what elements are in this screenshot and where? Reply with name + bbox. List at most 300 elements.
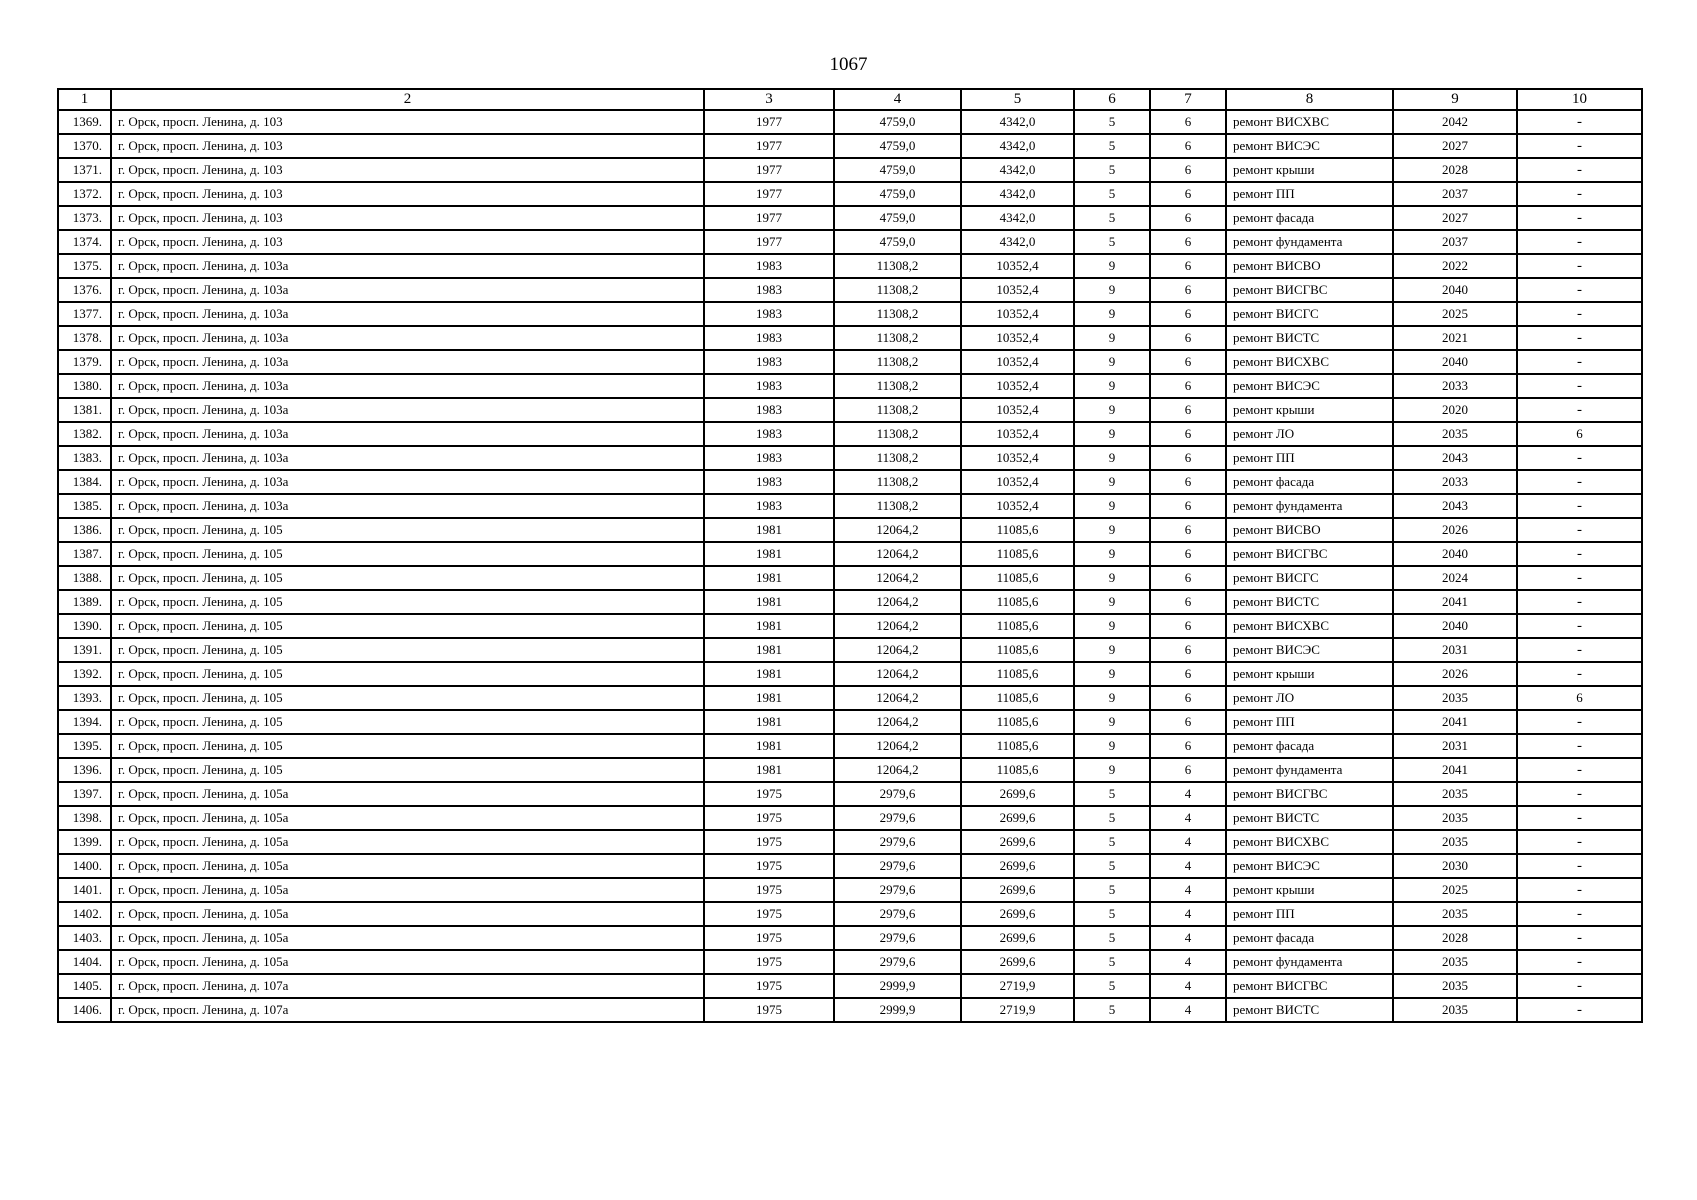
column-7-value-cell: 4 xyxy=(1150,830,1226,854)
table-body xyxy=(58,110,1642,1022)
table-row xyxy=(58,710,1642,734)
repair-type-cell: ремонт ВИСХВС xyxy=(1226,350,1393,374)
living-area-cell: 4342,0 xyxy=(961,134,1074,158)
total-area-cell: 2999,9 xyxy=(834,998,961,1022)
living-area-cell: 10352,4 xyxy=(961,446,1074,470)
row-number-cell: 1404. xyxy=(58,950,111,974)
floors-cell: 9 xyxy=(1074,710,1150,734)
row-number-cell: 1387. xyxy=(58,542,111,566)
planned-year-cell: 2035 xyxy=(1393,830,1517,854)
row-number-cell: 1373. xyxy=(58,206,111,230)
column-10-value-cell: - xyxy=(1517,134,1642,158)
column-10-value-cell: - xyxy=(1517,350,1642,374)
total-area-cell: 12064,2 xyxy=(834,590,961,614)
row-number-cell: 1402. xyxy=(58,902,111,926)
planned-year-cell: 2040 xyxy=(1393,614,1517,638)
year-built-cell: 1975 xyxy=(704,830,834,854)
column-7-value-cell: 6 xyxy=(1150,662,1226,686)
header-row xyxy=(58,89,1642,110)
table-row xyxy=(58,926,1642,950)
year-built-cell: 1977 xyxy=(704,230,834,254)
living-area-cell: 2699,6 xyxy=(961,782,1074,806)
column-10-value-cell: - xyxy=(1517,230,1642,254)
table-row xyxy=(58,806,1642,830)
planned-year-cell: 2028 xyxy=(1393,158,1517,182)
column-header-1: 1 xyxy=(58,89,111,110)
year-built-cell: 1983 xyxy=(704,350,834,374)
living-area-cell: 2719,9 xyxy=(961,974,1074,998)
floors-cell: 9 xyxy=(1074,758,1150,782)
column-7-value-cell: 6 xyxy=(1150,542,1226,566)
row-number-cell: 1385. xyxy=(58,494,111,518)
table-row xyxy=(58,422,1642,446)
repair-type-cell: ремонт ВИСЭС xyxy=(1226,134,1393,158)
repair-type-cell: ремонт ВИСЭС xyxy=(1226,638,1393,662)
year-built-cell: 1975 xyxy=(704,806,834,830)
column-7-value-cell: 6 xyxy=(1150,686,1226,710)
address-cell: г. Орск, просп. Ленина, д. 105а xyxy=(111,950,704,974)
table-row xyxy=(58,494,1642,518)
planned-year-cell: 2042 xyxy=(1393,110,1517,134)
column-10-value-cell: - xyxy=(1517,590,1642,614)
floors-cell: 5 xyxy=(1074,926,1150,950)
living-area-cell: 10352,4 xyxy=(961,254,1074,278)
column-10-value-cell: - xyxy=(1517,398,1642,422)
planned-year-cell: 2035 xyxy=(1393,782,1517,806)
column-7-value-cell: 6 xyxy=(1150,446,1226,470)
total-area-cell: 11308,2 xyxy=(834,350,961,374)
repair-type-cell: ремонт ПП xyxy=(1226,182,1393,206)
column-header-9: 9 xyxy=(1393,89,1517,110)
planned-year-cell: 2037 xyxy=(1393,182,1517,206)
table-row xyxy=(58,974,1642,998)
column-7-value-cell: 4 xyxy=(1150,998,1226,1022)
column-10-value-cell: - xyxy=(1517,878,1642,902)
column-7-value-cell: 6 xyxy=(1150,350,1226,374)
column-7-value-cell: 6 xyxy=(1150,590,1226,614)
column-10-value-cell: - xyxy=(1517,638,1642,662)
address-cell: г. Орск, просп. Ленина, д. 105 xyxy=(111,662,704,686)
planned-year-cell: 2027 xyxy=(1393,134,1517,158)
floors-cell: 5 xyxy=(1074,806,1150,830)
living-area-cell: 11085,6 xyxy=(961,686,1074,710)
living-area-cell: 11085,6 xyxy=(961,638,1074,662)
year-built-cell: 1981 xyxy=(704,662,834,686)
planned-year-cell: 2031 xyxy=(1393,734,1517,758)
row-number-cell: 1370. xyxy=(58,134,111,158)
row-number-cell: 1405. xyxy=(58,974,111,998)
column-7-value-cell: 6 xyxy=(1150,566,1226,590)
address-cell: г. Орск, просп. Ленина, д. 103а xyxy=(111,470,704,494)
column-7-value-cell: 6 xyxy=(1150,158,1226,182)
table-row xyxy=(58,878,1642,902)
repair-type-cell: ремонт крыши xyxy=(1226,158,1393,182)
column-10-value-cell: - xyxy=(1517,470,1642,494)
year-built-cell: 1977 xyxy=(704,110,834,134)
row-number-cell: 1403. xyxy=(58,926,111,950)
table-row xyxy=(58,590,1642,614)
total-area-cell: 2979,6 xyxy=(834,950,961,974)
year-built-cell: 1983 xyxy=(704,326,834,350)
year-built-cell: 1975 xyxy=(704,926,834,950)
table-row xyxy=(58,182,1642,206)
year-built-cell: 1983 xyxy=(704,470,834,494)
address-cell: г. Орск, просп. Ленина, д. 103а xyxy=(111,446,704,470)
planned-year-cell: 2035 xyxy=(1393,686,1517,710)
column-7-value-cell: 4 xyxy=(1150,926,1226,950)
row-number-cell: 1375. xyxy=(58,254,111,278)
column-7-value-cell: 4 xyxy=(1150,950,1226,974)
column-10-value-cell: - xyxy=(1517,782,1642,806)
floors-cell: 9 xyxy=(1074,494,1150,518)
floors-cell: 5 xyxy=(1074,830,1150,854)
repair-type-cell: ремонт фасада xyxy=(1226,926,1393,950)
year-built-cell: 1981 xyxy=(704,518,834,542)
floors-cell: 9 xyxy=(1074,734,1150,758)
living-area-cell: 4342,0 xyxy=(961,110,1074,134)
address-cell: г. Орск, просп. Ленина, д. 105а xyxy=(111,806,704,830)
column-7-value-cell: 6 xyxy=(1150,638,1226,662)
address-cell: г. Орск, просп. Ленина, д. 105 xyxy=(111,614,704,638)
column-7-value-cell: 4 xyxy=(1150,902,1226,926)
floors-cell: 9 xyxy=(1074,638,1150,662)
floors-cell: 9 xyxy=(1074,566,1150,590)
planned-year-cell: 2035 xyxy=(1393,998,1517,1022)
column-7-value-cell: 6 xyxy=(1150,758,1226,782)
repair-type-cell: ремонт ВИСВО xyxy=(1226,254,1393,278)
column-10-value-cell: - xyxy=(1517,950,1642,974)
column-10-value-cell: - xyxy=(1517,518,1642,542)
year-built-cell: 1983 xyxy=(704,422,834,446)
living-area-cell: 11085,6 xyxy=(961,662,1074,686)
row-number-cell: 1388. xyxy=(58,566,111,590)
floors-cell: 5 xyxy=(1074,902,1150,926)
table-row xyxy=(58,230,1642,254)
total-area-cell: 12064,2 xyxy=(834,758,961,782)
column-10-value-cell: - xyxy=(1517,734,1642,758)
row-number-cell: 1383. xyxy=(58,446,111,470)
address-cell: г. Орск, просп. Ленина, д. 103 xyxy=(111,230,704,254)
year-built-cell: 1981 xyxy=(704,710,834,734)
total-area-cell: 4759,0 xyxy=(834,230,961,254)
repair-type-cell: ремонт фасада xyxy=(1226,470,1393,494)
table-row xyxy=(58,278,1642,302)
floors-cell: 9 xyxy=(1074,398,1150,422)
address-cell: г. Орск, просп. Ленина, д. 103а xyxy=(111,302,704,326)
floors-cell: 5 xyxy=(1074,878,1150,902)
column-10-value-cell: - xyxy=(1517,830,1642,854)
row-number-cell: 1394. xyxy=(58,710,111,734)
year-built-cell: 1977 xyxy=(704,182,834,206)
floors-cell: 5 xyxy=(1074,134,1150,158)
total-area-cell: 2979,6 xyxy=(834,782,961,806)
planned-year-cell: 2035 xyxy=(1393,950,1517,974)
address-cell: г. Орск, просп. Ленина, д. 103а xyxy=(111,398,704,422)
living-area-cell: 10352,4 xyxy=(961,278,1074,302)
address-cell: г. Орск, просп. Ленина, д. 105 xyxy=(111,542,704,566)
table-row xyxy=(58,206,1642,230)
total-area-cell: 11308,2 xyxy=(834,398,961,422)
row-number-cell: 1390. xyxy=(58,614,111,638)
column-7-value-cell: 6 xyxy=(1150,326,1226,350)
repair-type-cell: ремонт ВИСТС xyxy=(1226,998,1393,1022)
column-10-value-cell: - xyxy=(1517,566,1642,590)
address-cell: г. Орск, просп. Ленина, д. 103а xyxy=(111,254,704,278)
column-10-value-cell: - xyxy=(1517,302,1642,326)
living-area-cell: 4342,0 xyxy=(961,182,1074,206)
column-10-value-cell: - xyxy=(1517,614,1642,638)
column-10-value-cell: - xyxy=(1517,206,1642,230)
floors-cell: 9 xyxy=(1074,614,1150,638)
total-area-cell: 11308,2 xyxy=(834,326,961,350)
year-built-cell: 1975 xyxy=(704,950,834,974)
repair-type-cell: ремонт фасада xyxy=(1226,206,1393,230)
repair-type-cell: ремонт фасада xyxy=(1226,734,1393,758)
address-cell: г. Орск, просп. Ленина, д. 105 xyxy=(111,566,704,590)
page-number: 1067 xyxy=(829,54,868,75)
planned-year-cell: 2041 xyxy=(1393,590,1517,614)
address-cell: г. Орск, просп. Ленина, д. 105 xyxy=(111,518,704,542)
repair-type-cell: ремонт ВИСЭС xyxy=(1226,854,1393,878)
column-10-value-cell: - xyxy=(1517,446,1642,470)
row-number-cell: 1399. xyxy=(58,830,111,854)
column-header-8: 8 xyxy=(1226,89,1393,110)
year-built-cell: 1983 xyxy=(704,302,834,326)
repair-type-cell: ремонт ПП xyxy=(1226,446,1393,470)
column-10-value-cell: - xyxy=(1517,662,1642,686)
total-area-cell: 2979,6 xyxy=(834,854,961,878)
planned-year-cell: 2031 xyxy=(1393,638,1517,662)
total-area-cell: 2979,6 xyxy=(834,830,961,854)
living-area-cell: 4342,0 xyxy=(961,230,1074,254)
table-row xyxy=(58,614,1642,638)
total-area-cell: 12064,2 xyxy=(834,638,961,662)
address-cell: г. Орск, просп. Ленина, д. 105а xyxy=(111,902,704,926)
table-row xyxy=(58,398,1642,422)
living-area-cell: 11085,6 xyxy=(961,542,1074,566)
planned-year-cell: 2040 xyxy=(1393,278,1517,302)
living-area-cell: 10352,4 xyxy=(961,398,1074,422)
table-row xyxy=(58,158,1642,182)
total-area-cell: 11308,2 xyxy=(834,446,961,470)
row-number-cell: 1386. xyxy=(58,518,111,542)
year-built-cell: 1983 xyxy=(704,494,834,518)
table-row xyxy=(58,998,1642,1022)
planned-year-cell: 2025 xyxy=(1393,878,1517,902)
planned-year-cell: 2041 xyxy=(1393,758,1517,782)
floors-cell: 5 xyxy=(1074,782,1150,806)
living-area-cell: 4342,0 xyxy=(961,158,1074,182)
year-built-cell: 1975 xyxy=(704,782,834,806)
floors-cell: 9 xyxy=(1074,542,1150,566)
planned-year-cell: 2022 xyxy=(1393,254,1517,278)
row-number-cell: 1395. xyxy=(58,734,111,758)
living-area-cell: 11085,6 xyxy=(961,590,1074,614)
planned-year-cell: 2043 xyxy=(1393,446,1517,470)
living-area-cell: 2699,6 xyxy=(961,830,1074,854)
floors-cell: 9 xyxy=(1074,326,1150,350)
living-area-cell: 11085,6 xyxy=(961,518,1074,542)
repair-type-cell: ремонт ВИСХВС xyxy=(1226,830,1393,854)
living-area-cell: 2699,6 xyxy=(961,950,1074,974)
table-row xyxy=(58,830,1642,854)
row-number-cell: 1384. xyxy=(58,470,111,494)
repair-type-cell: ремонт фундамента xyxy=(1226,230,1393,254)
floors-cell: 5 xyxy=(1074,854,1150,878)
repair-type-cell: ремонт ВИСГВС xyxy=(1226,782,1393,806)
repair-type-cell: ремонт ВИСТС xyxy=(1226,806,1393,830)
repair-type-cell: ремонт крыши xyxy=(1226,662,1393,686)
repair-type-cell: ремонт ВИСЭС xyxy=(1226,374,1393,398)
address-cell: г. Орск, просп. Ленина, д. 103 xyxy=(111,110,704,134)
column-10-value-cell: - xyxy=(1517,494,1642,518)
column-10-value-cell: - xyxy=(1517,374,1642,398)
year-built-cell: 1975 xyxy=(704,974,834,998)
planned-year-cell: 2028 xyxy=(1393,926,1517,950)
address-cell: г. Орск, просп. Ленина, д. 105 xyxy=(111,734,704,758)
table-row xyxy=(58,254,1642,278)
living-area-cell: 10352,4 xyxy=(961,302,1074,326)
planned-year-cell: 2030 xyxy=(1393,854,1517,878)
repair-type-cell: ремонт ЛО xyxy=(1226,422,1393,446)
living-area-cell: 2719,9 xyxy=(961,998,1074,1022)
floors-cell: 9 xyxy=(1074,278,1150,302)
table-row xyxy=(58,782,1642,806)
column-10-value-cell: 6 xyxy=(1517,686,1642,710)
planned-year-cell: 2020 xyxy=(1393,398,1517,422)
living-area-cell: 2699,6 xyxy=(961,878,1074,902)
address-cell: г. Орск, просп. Ленина, д. 103а xyxy=(111,350,704,374)
address-cell: г. Орск, просп. Ленина, д. 103а xyxy=(111,278,704,302)
floors-cell: 5 xyxy=(1074,998,1150,1022)
row-number-cell: 1398. xyxy=(58,806,111,830)
repair-type-cell: ремонт ЛО xyxy=(1226,686,1393,710)
column-10-value-cell: - xyxy=(1517,926,1642,950)
total-area-cell: 2999,9 xyxy=(834,974,961,998)
total-area-cell: 2979,6 xyxy=(834,878,961,902)
row-number-cell: 1377. xyxy=(58,302,111,326)
address-cell: г. Орск, просп. Ленина, д. 105а xyxy=(111,854,704,878)
planned-year-cell: 2043 xyxy=(1393,494,1517,518)
address-cell: г. Орск, просп. Ленина, д. 105а xyxy=(111,782,704,806)
total-area-cell: 2979,6 xyxy=(834,926,961,950)
column-7-value-cell: 4 xyxy=(1150,854,1226,878)
living-area-cell: 11085,6 xyxy=(961,758,1074,782)
repair-type-cell: ремонт крыши xyxy=(1226,398,1393,422)
column-header-7: 7 xyxy=(1150,89,1226,110)
table-row xyxy=(58,686,1642,710)
column-header-5: 5 xyxy=(961,89,1074,110)
floors-cell: 5 xyxy=(1074,206,1150,230)
row-number-cell: 1369. xyxy=(58,110,111,134)
address-cell: г. Орск, просп. Ленина, д. 103а xyxy=(111,326,704,350)
table-row xyxy=(58,566,1642,590)
repair-type-cell: ремонт ВИСГС xyxy=(1226,302,1393,326)
planned-year-cell: 2026 xyxy=(1393,518,1517,542)
living-area-cell: 2699,6 xyxy=(961,902,1074,926)
column-7-value-cell: 6 xyxy=(1150,278,1226,302)
repair-type-cell: ремонт ВИСГС xyxy=(1226,566,1393,590)
address-cell: г. Орск, просп. Ленина, д. 105 xyxy=(111,590,704,614)
repair-type-cell: ремонт фундамента xyxy=(1226,758,1393,782)
year-built-cell: 1981 xyxy=(704,566,834,590)
row-number-cell: 1381. xyxy=(58,398,111,422)
column-10-value-cell: - xyxy=(1517,254,1642,278)
repair-type-cell: ремонт ПП xyxy=(1226,710,1393,734)
row-number-cell: 1389. xyxy=(58,590,111,614)
year-built-cell: 1983 xyxy=(704,254,834,278)
planned-year-cell: 2021 xyxy=(1393,326,1517,350)
floors-cell: 9 xyxy=(1074,470,1150,494)
table-row xyxy=(58,902,1642,926)
year-built-cell: 1983 xyxy=(704,398,834,422)
floors-cell: 9 xyxy=(1074,518,1150,542)
living-area-cell: 10352,4 xyxy=(961,494,1074,518)
column-10-value-cell: 6 xyxy=(1517,422,1642,446)
column-7-value-cell: 4 xyxy=(1150,806,1226,830)
repair-type-cell: ремонт ВИСХВС xyxy=(1226,614,1393,638)
column-10-value-cell: - xyxy=(1517,902,1642,926)
repair-type-cell: ремонт ПП xyxy=(1226,902,1393,926)
planned-year-cell: 2035 xyxy=(1393,974,1517,998)
column-7-value-cell: 6 xyxy=(1150,734,1226,758)
year-built-cell: 1981 xyxy=(704,734,834,758)
floors-cell: 5 xyxy=(1074,182,1150,206)
row-number-cell: 1380. xyxy=(58,374,111,398)
planned-year-cell: 2040 xyxy=(1393,542,1517,566)
year-built-cell: 1977 xyxy=(704,206,834,230)
table-row xyxy=(58,110,1642,134)
total-area-cell: 11308,2 xyxy=(834,470,961,494)
row-number-cell: 1406. xyxy=(58,998,111,1022)
total-area-cell: 2979,6 xyxy=(834,902,961,926)
repair-type-cell: ремонт крыши xyxy=(1226,878,1393,902)
column-7-value-cell: 6 xyxy=(1150,398,1226,422)
total-area-cell: 12064,2 xyxy=(834,686,961,710)
address-cell: г. Орск, просп. Ленина, д. 103а xyxy=(111,374,704,398)
address-cell: г. Орск, просп. Ленина, д. 103 xyxy=(111,182,704,206)
table-row xyxy=(58,374,1642,398)
total-area-cell: 4759,0 xyxy=(834,182,961,206)
column-7-value-cell: 6 xyxy=(1150,374,1226,398)
address-cell: г. Орск, просп. Ленина, д. 103а xyxy=(111,422,704,446)
floors-cell: 9 xyxy=(1074,662,1150,686)
column-10-value-cell: - xyxy=(1517,974,1642,998)
total-area-cell: 11308,2 xyxy=(834,254,961,278)
column-10-value-cell: - xyxy=(1517,854,1642,878)
address-cell: г. Орск, просп. Ленина, д. 105 xyxy=(111,686,704,710)
total-area-cell: 11308,2 xyxy=(834,422,961,446)
floors-cell: 9 xyxy=(1074,686,1150,710)
total-area-cell: 4759,0 xyxy=(834,158,961,182)
column-7-value-cell: 6 xyxy=(1150,182,1226,206)
column-7-value-cell: 6 xyxy=(1150,206,1226,230)
column-header-6: 6 xyxy=(1074,89,1150,110)
planned-year-cell: 2033 xyxy=(1393,470,1517,494)
planned-year-cell: 2035 xyxy=(1393,902,1517,926)
column-10-value-cell: - xyxy=(1517,326,1642,350)
capital-repair-table xyxy=(57,88,1643,1023)
table-row xyxy=(58,470,1642,494)
column-10-value-cell: - xyxy=(1517,182,1642,206)
column-7-value-cell: 6 xyxy=(1150,470,1226,494)
column-7-value-cell: 6 xyxy=(1150,614,1226,638)
table-row xyxy=(58,326,1642,350)
planned-year-cell: 2035 xyxy=(1393,422,1517,446)
address-cell: г. Орск, просп. Ленина, д. 105 xyxy=(111,638,704,662)
planned-year-cell: 2040 xyxy=(1393,350,1517,374)
total-area-cell: 12064,2 xyxy=(834,734,961,758)
